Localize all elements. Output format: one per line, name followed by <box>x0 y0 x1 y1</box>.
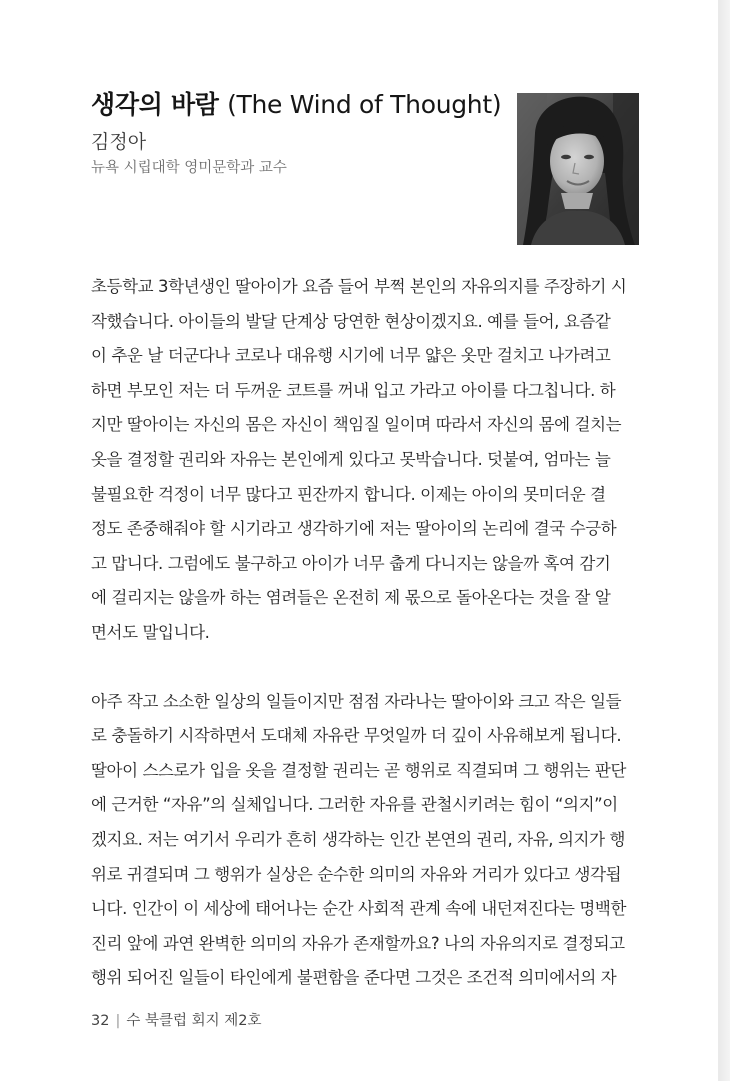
title-korean: 생각의 바람 <box>91 90 219 119</box>
page-edge-shadow <box>718 0 730 1081</box>
text-line: 면서도 말입니다. <box>91 622 210 642</box>
title-english: (The Wind of Thought) <box>227 90 502 119</box>
footer-separator: | <box>115 1013 121 1029</box>
article-body <box>91 270 651 996</box>
text-line: 옷을 결정할 권리와 자유는 본인에게 있다고 못박습니다. 덧붙여, 엄마는 늘 <box>91 449 611 469</box>
page-footer <box>91 1010 261 1032</box>
text-line: 고 맙니다. 그럼에도 불구하고 아이가 너무 춥게 다니지는 않을까 혹여 감기 <box>91 553 611 573</box>
text-line: 이 추운 날 더군다나 코로나 대유행 시기에 너무 얇은 옷만 걸치고 나가려고 <box>91 346 611 366</box>
text-line: 위로 귀결되며 그 행위가 실상은 순수한 의미의 자유와 거리가 있다고 생각됩 <box>91 864 622 884</box>
text-line: 니다. 인간이 이 세상에 태어나는 순간 사회적 관계 속에 내던져진다는 명백한 <box>91 899 627 919</box>
text-line: 겠지요. 저는 여기서 우리가 흔히 생각하는 인간 본연의 권리, 자유, 의지가 행 <box>91 829 625 849</box>
text-line: 불필요한 걱정이 너무 많다고 핀잔까지 합니다. 이제는 아이의 못미더운 결 <box>91 484 606 504</box>
text-line: 아주 작고 소소한 일상의 일들이지만 점점 자라나는 딸아이와 크고 작은 일들 <box>91 691 622 711</box>
article-header <box>91 88 511 178</box>
text-line: 정도 존중해줘야 할 시기라고 생각하기에 저는 딸아이의 논리에 결국 수긍하 <box>91 519 617 539</box>
text-line: 초등학교 3학년생인 딸아이가 요즘 들어 부쩍 본인의 자유의지를 주장하기 시 <box>91 277 627 296</box>
text-line: 작했습니다. 아이들의 발달 단계상 당연한 현상이겠지요. 예를 들어, 요즘같 <box>91 311 611 331</box>
publication-name: 수 북클럽 회지 제2호 <box>126 1013 262 1029</box>
text-line: 행위 되어진 일들이 타인에게 불편함을 준다면 그것은 조건적 의미에서의 자 <box>91 968 617 988</box>
author-name: 김정아 <box>91 131 147 153</box>
author-photo <box>517 93 639 245</box>
text-line: 에 걸리지는 않을까 하는 염려들은 온전히 제 몫으로 돌아온다는 것을 잘 알 <box>91 588 611 608</box>
text-line: 지만 딸아이는 자신의 몸은 자신이 책임질 일이며 따라서 자신의 몸에 걸치는 <box>91 415 622 435</box>
page-number: 32 <box>91 1013 110 1029</box>
article-title <box>91 88 511 122</box>
text-line: 에 근거한 “자유”의 실체입니다. 그러한 자유를 관철시키려는 힘이 “의지”이 <box>91 795 618 815</box>
text-line: 로 충돌하기 시작하면서 도대체 자유란 무엇일까 더 깊이 사유해보게 됩니다. <box>91 726 622 746</box>
author-portrait-image <box>517 93 639 245</box>
author-affiliation: 뉴욕 시립대학 영미문학과 교수 <box>91 160 287 176</box>
text-line: 진리 앞에 과연 완벽한 의미의 자유가 존재할까요? 나의 자유의지로 결정되고 <box>91 933 625 953</box>
paragraph-2 <box>91 685 651 996</box>
text-line: 딸아이 스스로가 입을 옷을 결정할 권리는 곧 행위로 직결되며 그 행위는 판단 <box>91 760 627 780</box>
text-line: 하면 부모인 저는 더 두꺼운 코트를 꺼내 입고 가라고 아이를 다그칩니다. 하 <box>91 380 616 400</box>
paragraph-1 <box>91 270 651 651</box>
